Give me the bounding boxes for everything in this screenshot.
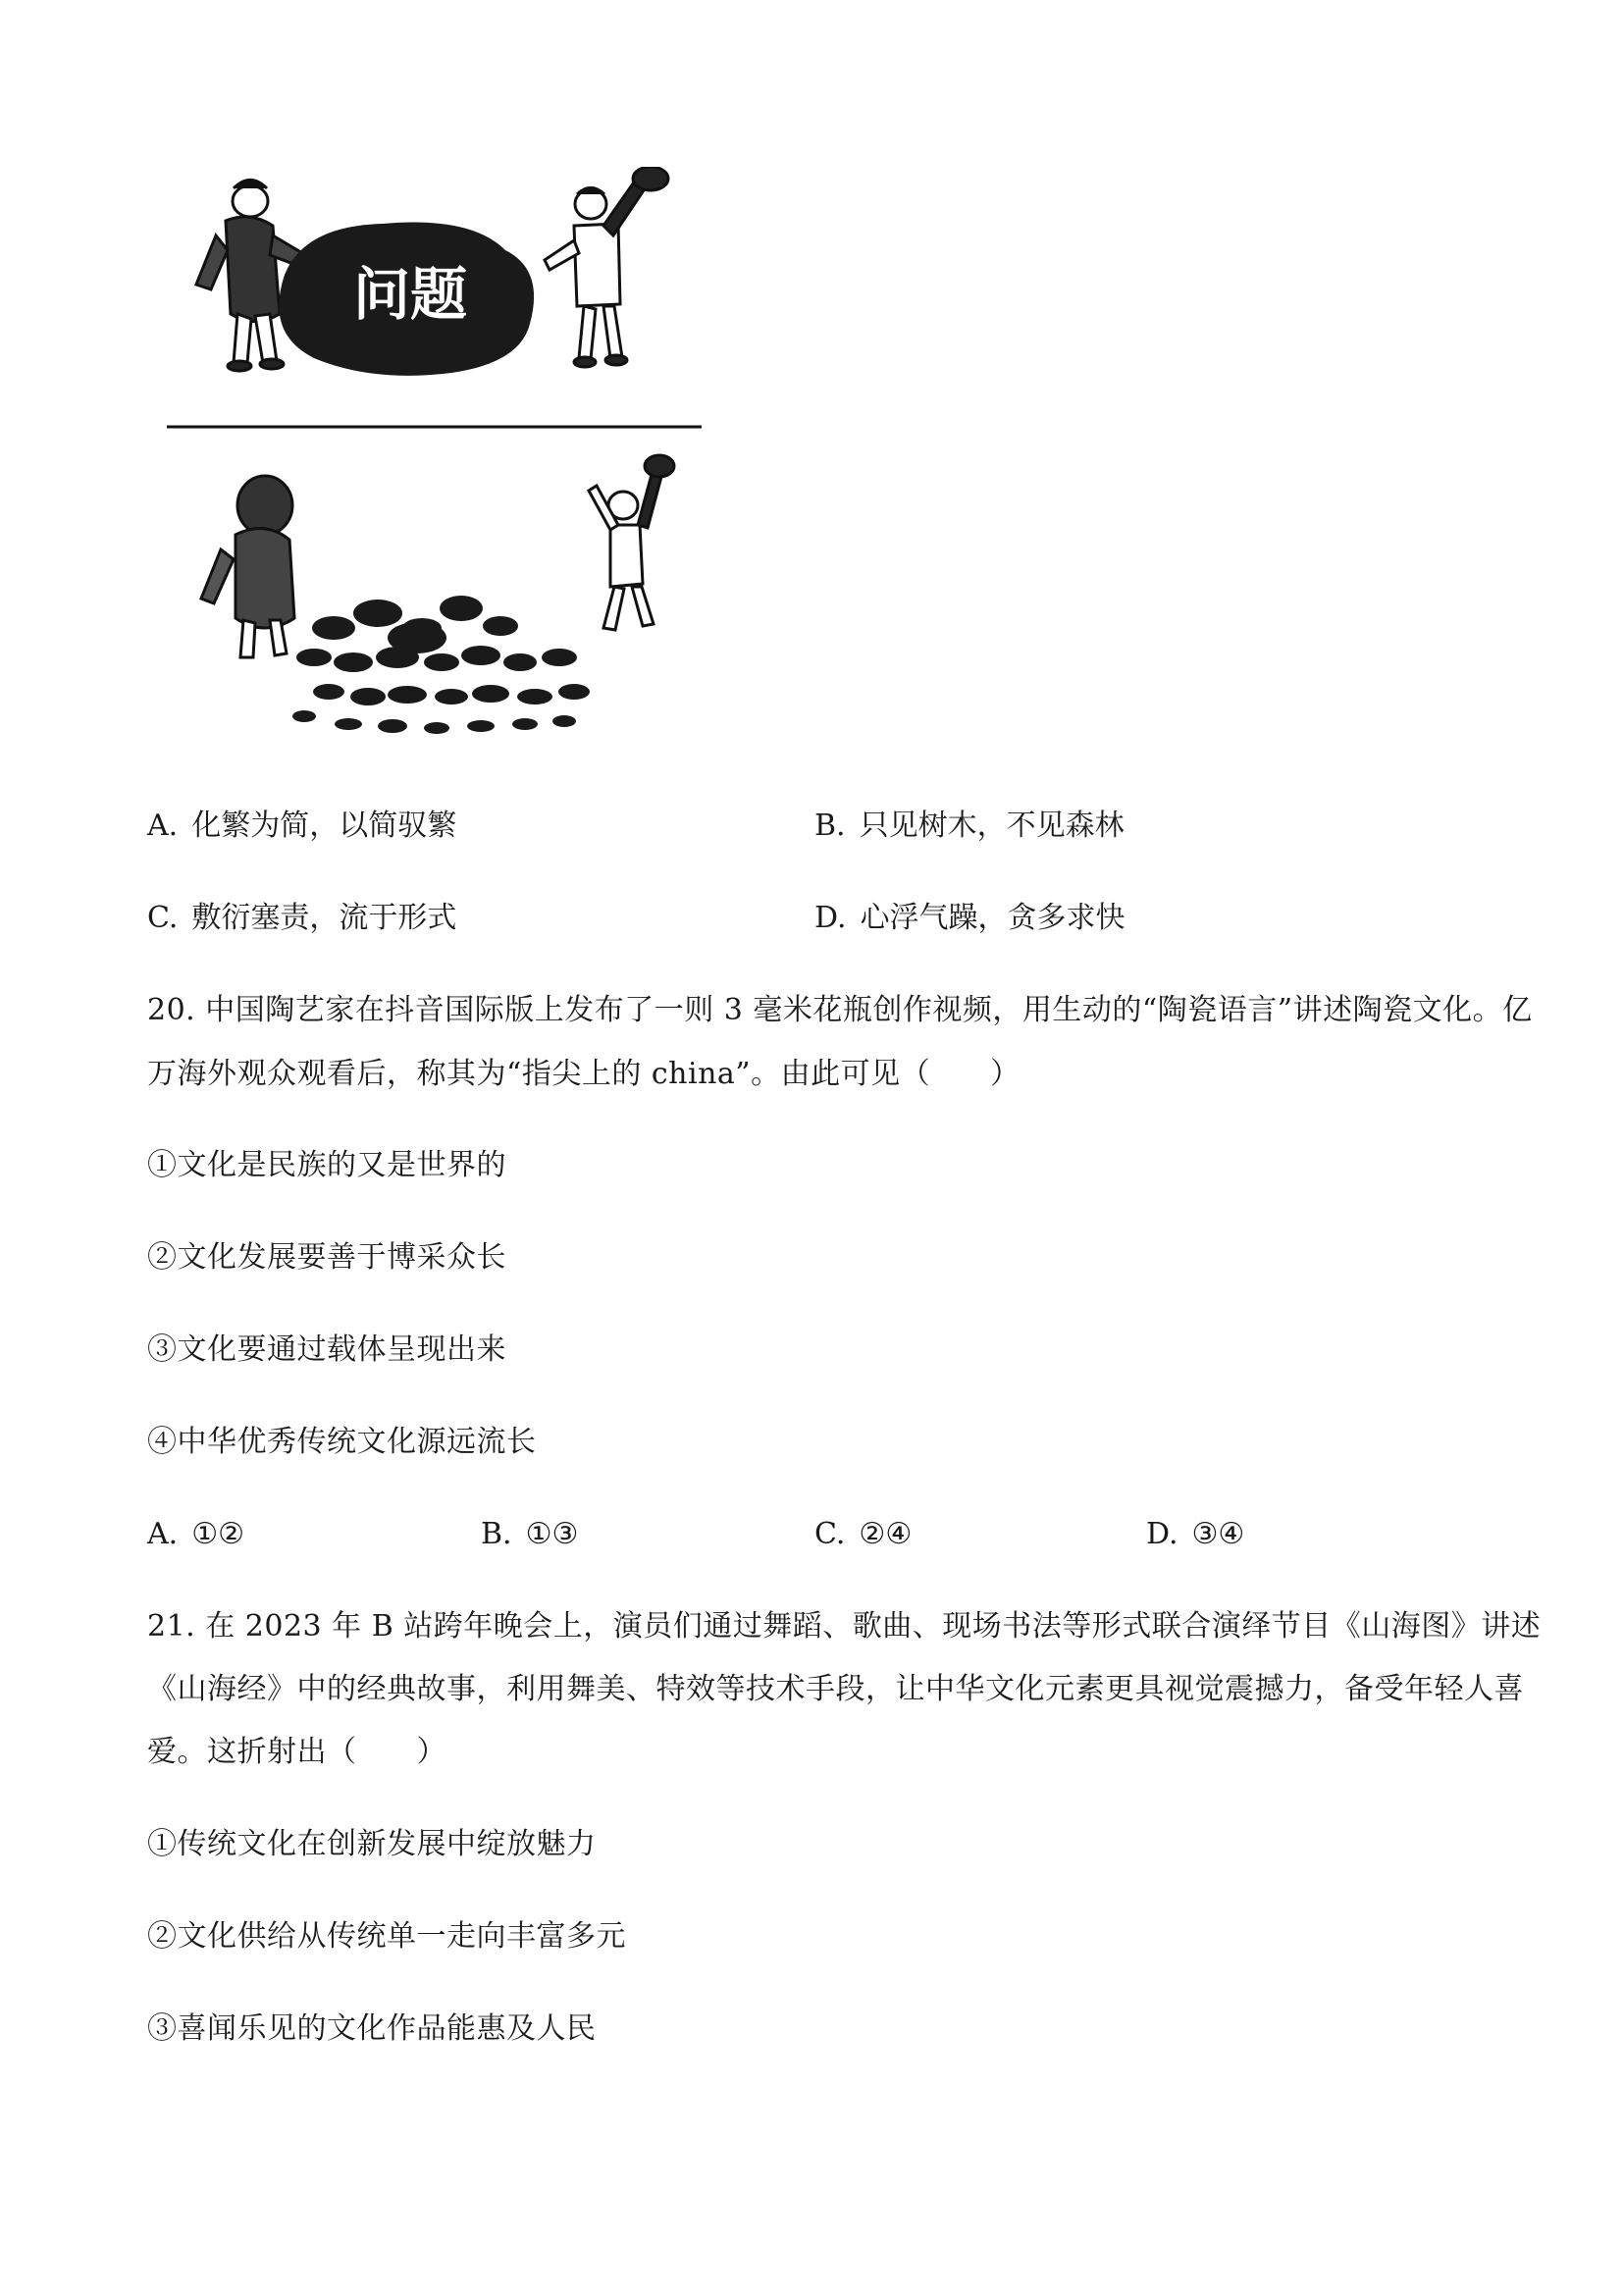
option-text: 只见树木，不见森林 — [859, 809, 1125, 843]
option-letter: A. — [147, 1517, 179, 1551]
q20-statement-1: ①文化是民族的又是世界的 — [147, 1148, 506, 1182]
q20-statement-2: ②文化发展要善于博采众长 — [147, 1240, 506, 1275]
q21-stem-line-1: 21. 在 2023 年 B 站跨年晚会上，演员们通过舞蹈、歌曲、现场书法等形式联合演绎节目《山海图》讲述 — [147, 1609, 1542, 1644]
right-man-bottom-figure — [589, 455, 674, 630]
cartoon-illustration — [157, 167, 707, 746]
option-text: 化繁为简，以简驭繁 — [191, 809, 457, 843]
option-letter: D. — [814, 901, 847, 935]
q20-option-b[interactable] — [481, 1515, 578, 1554]
option-letter: C. — [814, 1517, 846, 1551]
q19-option-d[interactable] — [814, 899, 1126, 938]
option-text: ①③ — [525, 1517, 579, 1551]
rubble-pile — [292, 596, 590, 734]
option-letter: C. — [147, 901, 179, 935]
option-letter: A. — [147, 809, 179, 843]
problem-rock — [279, 223, 534, 376]
option-text: ②④ — [859, 1517, 913, 1551]
q19-option-c[interactable] — [147, 899, 456, 938]
option-text: ③④ — [1191, 1517, 1245, 1551]
option-letter: D. — [1146, 1517, 1178, 1551]
q20-option-c[interactable] — [814, 1515, 912, 1554]
left-man-bottom-figure — [201, 476, 294, 657]
q20-stem-line-1: 20. 中国陶艺家在抖音国际版上发布了一则 3 毫米花瓶创作视频，用生动的“陶瓷语言”讲述陶瓷文化。亿 — [147, 993, 1533, 1027]
q20-option-d[interactable] — [1146, 1515, 1244, 1554]
option-text: ①② — [191, 1517, 244, 1551]
q21-statement-2: ②文化供给从传统单一走向丰富多元 — [147, 1919, 626, 1954]
rock-label: 问题 — [352, 261, 468, 328]
option-text: 心浮气躁，贪多求快 — [860, 901, 1126, 935]
q19-option-b[interactable] — [814, 807, 1125, 846]
q21-stem-line-3: 爱。这折射出（ ） — [147, 1735, 446, 1769]
right-man-figure — [545, 167, 668, 367]
option-text: 敷衍塞责，流于形式 — [191, 901, 457, 935]
option-letter: B. — [814, 809, 846, 843]
q21-statement-3: ③喜闻乐见的文化作品能惠及人民 — [147, 2011, 597, 2046]
q20-option-a[interactable] — [147, 1515, 244, 1554]
q21-stem-line-2: 《山海经》中的经典故事，利用舞美、特效等技术手段，让中华文化元素更具视觉震撼力，备受年轻人喜 — [147, 1672, 1524, 1706]
q20-statement-3: ③文化要通过载体呈现出来 — [147, 1332, 506, 1367]
q20-statement-4: ④中华优秀传统文化源远流长 — [147, 1425, 537, 1459]
option-letter: B. — [481, 1517, 512, 1551]
q21-statement-1: ①传统文化在创新发展中绽放魅力 — [147, 1827, 597, 1861]
q20-stem-line-2: 万海外观众观看后，称其为“指尖上的 china”。由此可见（ ） — [147, 1057, 1021, 1091]
q19-option-a[interactable] — [147, 807, 456, 846]
